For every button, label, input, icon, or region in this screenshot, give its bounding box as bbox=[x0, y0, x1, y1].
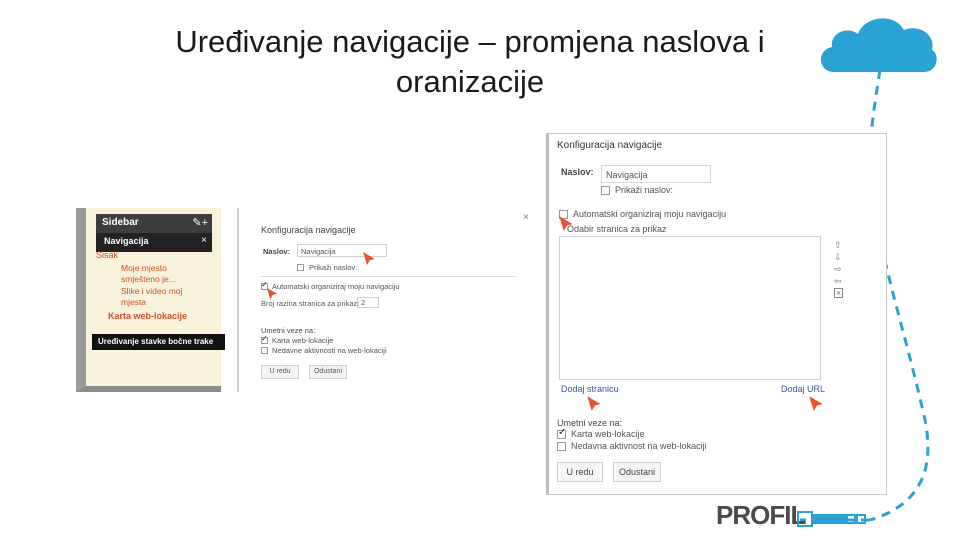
pages-list[interactable] bbox=[559, 236, 821, 380]
show-title-label: Prikaži naslov: bbox=[309, 263, 358, 272]
slide-title-line-1: Uređivanje navigacije – promjena naslova i bbox=[175, 24, 765, 59]
auto-organize-label: Automatski organiziraj moju navigaciju bbox=[573, 209, 727, 219]
indent-icon[interactable]: ⇨ bbox=[834, 264, 842, 274]
levels-select[interactable] bbox=[357, 297, 379, 308]
logo-text: PROFIL bbox=[716, 500, 806, 530]
edit-sidebar-icon[interactable]: ✎+ bbox=[192, 217, 208, 229]
outdent-icon[interactable]: ⇦ bbox=[834, 276, 842, 286]
show-title-checkbox[interactable] bbox=[297, 264, 304, 271]
arrow-icon bbox=[557, 214, 575, 232]
slide-title bbox=[110, 22, 830, 102]
recent-activity-label: Nedavna aktivnost na web-lokaciji bbox=[571, 441, 707, 451]
sitemap-checkbox[interactable] bbox=[557, 430, 566, 439]
nav-item-sisak[interactable]: Sisak bbox=[96, 250, 119, 260]
navigation-gadget-label: Navigacija bbox=[104, 236, 149, 246]
levels-label: Broj razina stranica za prikaz: bbox=[261, 299, 360, 308]
sidebar-screenshot bbox=[76, 208, 221, 392]
divider bbox=[261, 276, 516, 277]
recent-activity-checkbox[interactable] bbox=[261, 347, 268, 354]
sitemap-label: Karta web-lokacije bbox=[272, 336, 334, 345]
move-up-icon[interactable]: ⇧ bbox=[834, 240, 842, 250]
config-dialog-small bbox=[237, 208, 532, 392]
move-down-icon[interactable]: ⇩ bbox=[834, 252, 842, 262]
sidebar-header bbox=[96, 214, 212, 252]
title-label: Naslov: bbox=[263, 247, 291, 256]
cancel-button[interactable]: Odustani bbox=[309, 365, 347, 379]
insert-links-label: Umetni veze na: bbox=[557, 418, 623, 428]
ok-button[interactable]: U redu bbox=[261, 365, 299, 379]
sidebar-title: Sidebar bbox=[102, 217, 139, 228]
dialog-title: Konfiguracija navigacije bbox=[261, 225, 356, 235]
close-icon[interactable]: × bbox=[201, 235, 207, 246]
dialog-title: Konfiguracija navigacije bbox=[557, 140, 663, 151]
config-dialog-large bbox=[546, 133, 887, 495]
sitemap-label: Karta web-lokacije bbox=[571, 429, 645, 439]
arrow-icon bbox=[361, 250, 377, 266]
nav-item-slike-i-video[interactable]: Slike i video moj mjesta bbox=[121, 286, 183, 307]
cloud-icon bbox=[814, 10, 940, 80]
sitemap-checkbox[interactable] bbox=[261, 337, 268, 344]
profil-logo bbox=[716, 500, 805, 531]
slide-title-line-2: oranizacije bbox=[395, 64, 545, 99]
show-title-checkbox[interactable] bbox=[601, 186, 610, 195]
title-label: Naslov: bbox=[561, 167, 594, 177]
sidebar-tooltip: Uređivanje stavke bočne trake bbox=[92, 334, 225, 350]
ok-button[interactable]: U redu bbox=[557, 462, 603, 482]
arrow-icon bbox=[807, 394, 825, 412]
recent-activity-label: Nedavne aktivnosti na web-lokaciji bbox=[272, 346, 387, 355]
nav-item-moje-mjesto[interactable]: Moje mjesto smješteno je... bbox=[121, 263, 176, 284]
remove-icon[interactable]: × bbox=[836, 288, 842, 298]
title-input[interactable] bbox=[601, 165, 711, 183]
auto-organize-label: Automatski organiziraj moju navigaciju bbox=[272, 282, 400, 291]
arrow-icon bbox=[585, 394, 603, 412]
usb-icon bbox=[797, 510, 867, 528]
levels-select-value: 2 bbox=[361, 298, 366, 307]
recent-activity-checkbox[interactable] bbox=[557, 442, 566, 451]
nav-item-karta[interactable]: Karta web-lokacije bbox=[108, 311, 188, 321]
title-input-value: Navigacija bbox=[301, 247, 336, 256]
arrow-icon bbox=[265, 286, 279, 300]
show-title-label: Prikaži naslov: bbox=[615, 185, 674, 195]
insert-links-label: Umetni veze na: bbox=[261, 326, 316, 335]
pick-pages-label: Odabir stranica za prikaz bbox=[567, 224, 667, 234]
close-icon[interactable]: × bbox=[523, 212, 529, 223]
title-input-value: Navigacija bbox=[606, 170, 648, 180]
cancel-button[interactable]: Odustani bbox=[613, 462, 661, 482]
add-page-link[interactable]: Dodaj stranicu bbox=[561, 384, 619, 394]
add-url-link[interactable]: Dodaj URL bbox=[781, 384, 826, 394]
